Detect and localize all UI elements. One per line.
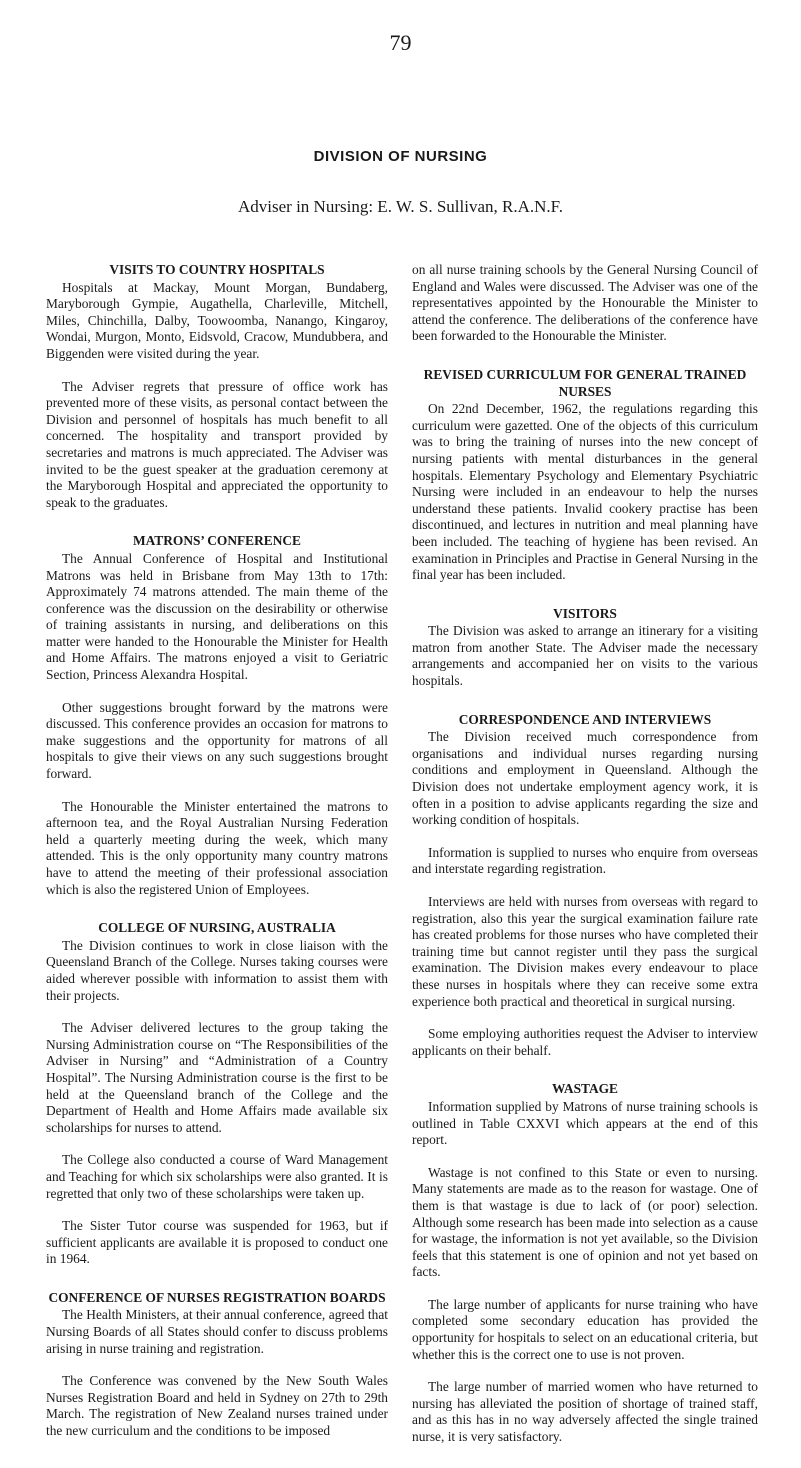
- page-title: DIVISION OF NURSING: [313, 148, 488, 165]
- paragraph: Wastage is not confined to this State or even to nursing. Many statements are made as to the reason for wastage. One of them is that wastage is due to lack of (or poor) selection. Although some research has been made into selection as a cause for wastage, the information is not yet available, so the Division feels that this statement is one of opinion and not yet based on facts.: [412, 1164, 758, 1280]
- section-wastage: [412, 1081, 758, 1445]
- page-number: 79: [389, 30, 412, 55]
- paragraph: The Health Ministers, at their annual conference, agreed that Nursing Boards of all States should confer to discuss problems arising in nurse training and registration.: [46, 1307, 388, 1356]
- right-column: [412, 262, 758, 1468]
- section-heading: COLLEGE OF NURSING, AUSTRALIA: [98, 920, 336, 936]
- page-subtitle: Adviser in Nursing: E. W. S. Sullivan, R.A.N.F.: [238, 197, 563, 216]
- section-heading: VISITS TO COUNTRY HOSPITALS: [109, 262, 325, 277]
- section-registration-boards: [46, 1290, 388, 1440]
- paragraph: The Annual Conference of Hospital and Institutional Matrons was held in Brisbane from May 13th to 17th: Approximately 74 matrons attended. The main theme of the conference was the discussion on the desirability or otherwise of training assistants in nursing, and deliberations on this matter were handed to the Honourable the Minister for Health and Home Affairs. The matrons enjoyed a visit to Geriatric Section, Princess Alexandra Hospital.: [46, 550, 388, 683]
- paragraph: Information is supplied to nurses who enquire from overseas and interstate regarding registration.: [412, 844, 758, 877]
- paragraph: The Adviser delivered lectures to the group taking the Nursing Administration course on “The Responsibilities of the Adviser in Nursing” and “Administration of a Country Hospital”. The Nursing Administration course is the first to be held at the Queensland branch of the College and the Department of Health and Home Affairs made available six scholarships for nurses to attend.: [46, 1020, 388, 1135]
- paragraph: Interviews are held with nurses from overseas with regard to registration, also this year the surgical examination failure rate has created problems for those nurses who have completed their training time but cannot register until they pass the surgical examination. The Division makes every endeavour to place these nurses in hospitals where they can receive some extra experience both practical and theoretical in surgical nursing.: [412, 894, 758, 1009]
- paragraph: The Adviser regrets that pressure of office work has prevented more of these visits, as personal contact between the Division and personnel of hospitals has much benefit to all concerned. The hospitality and transport provided by secretaries and matrons is much appreciated. The Adviser was invited to be the guest speaker at the graduation ceremony at the Maryborough Hospital and appreciated the opportunity to speak to the graduates.: [46, 378, 388, 510]
- section-heading: VISITORS: [553, 605, 617, 621]
- paragraph: on all nurse training schools by the General Nursing Council of England and Wales were discussed. The Adviser was one of the representatives appointed by the Honourable the Minister to attend the conference. The deliberations of the conference have been forwarded to the Honourable the Minister.: [412, 262, 758, 344]
- left-column: [46, 262, 388, 1462]
- section-matrons-conference: [46, 533, 388, 898]
- paragraph: Information supplied by Matrons of nurse training schools is outlined in Table CXXVI which appears at the end of this report.: [412, 1098, 758, 1148]
- paragraph: The Sister Tutor course was suspended for 1963, but if sufficient applicants are available it is proposed to conduct one in 1964.: [46, 1218, 388, 1267]
- paragraph: The Division received much correspondence from organisations and individual nurses regarding nursing conditions and employment in Queensland. Although the Division does not undertake employment agency work, it is often in a position to advise applicants regarding the size and working condition of hospitals.: [412, 729, 758, 828]
- section-heading: CORRESPONDENCE AND INTERVIEWS: [458, 711, 712, 727]
- paragraph: The College also conducted a course of Ward Management and Teaching for which six scholarships were also granted. It is regretted that only two of these scholarships were taken up.: [46, 1152, 388, 1201]
- paragraph: The large number of married women who have returned to nursing has alleviated the position of shortage of trained staff, and as this has in no way adversely affected the single trained nurse, it is very satisfactory.: [412, 1379, 758, 1445]
- paragraph: Some employing authorities request the Adviser to interview applicants on their behalf.: [412, 1026, 758, 1058]
- section-heading: MATRONS’ CONFERENCE: [132, 533, 301, 549]
- paragraph: The Division was asked to arrange an itinerary for a visiting matron from another State. The Adviser made the necessary arrangements and accompanied her on visits to the various hospitals.: [412, 623, 758, 689]
- paragraph: The Division continues to work in close liaison with the Queensland Branch of the College. Nurses taking courses were aided wherever possible with information to assist them with their projects.: [46, 937, 388, 1003]
- section-correspondence: [412, 712, 758, 1060]
- section-heading: WASTAGE: [552, 1081, 618, 1097]
- section-continued: [412, 262, 758, 345]
- section-revised-curriculum: [412, 367, 758, 584]
- section-heading: CONFERENCE OF NURSES REGISTRATION BOARDS: [48, 1289, 386, 1305]
- paragraph: Other suggestions brought forward by the matrons were discussed. This conference provides an occasion for matrons to make suggestions and the opportunity for matrons of all hospitals to give their views on any such suggestions brought forward.: [46, 699, 388, 782]
- section-college: [46, 920, 388, 1268]
- paragraph: Hospitals at Mackay, Mount Morgan, Bundaberg, Maryborough Gympie, Augathella, Charleville, Mitchell, Miles, Chinchilla, Dalby, Toowoomba, Nanango, Kingaroy, Wondai, Murgon, Monto, Eidsvold, Cracow, Mundubbera, and Biggenden were visited during the year.: [46, 279, 388, 361]
- section-heading: REVISED CURRICULUM FOR GENERAL TRAINED NURSES: [423, 366, 747, 399]
- section-visits: [46, 262, 388, 511]
- paragraph: On 22nd December, 1962, the regulations regarding this curriculum were gazetted. One of the objects of this curriculum was to bring the training of nurses into the new concept of nursing patients with mental disturbances in the general hospitals. Elementary Psychology and Elementary Psychiatric Nursing were included in an endeavour to help the nurses understand these patients. Invalid cookery practise has been discontinued, and lectures in nutrition and meal planning have been included. The teaching of hygiene has been revised. An examination in Principles and Practise in General Nursing in the final year has been included.: [412, 401, 758, 583]
- section-visitors: [412, 606, 758, 690]
- paragraph: The Conference was convened by the New South Wales Nurses Registration Board and held in Sydney on 27th to 29th March. The registration of New Zealand nurses trained under the new curriculum and the conditions to be imposed: [46, 1373, 388, 1439]
- paragraph: The large number of applicants for nurse training who have completed some secondary education has provided the opportunity for hospitals to select on an educational criteria, but whether this is the correct one to use is not proven.: [412, 1296, 758, 1362]
- paragraph: The Honourable the Minister entertained the matrons to afternoon tea, and the Royal Australian Nursing Federation held a quarterly meeting during the week, which many attended. This is the only opportunity many country matrons have to attend the meeting of their professional association which is also the registered Union of Employees.: [46, 798, 388, 897]
